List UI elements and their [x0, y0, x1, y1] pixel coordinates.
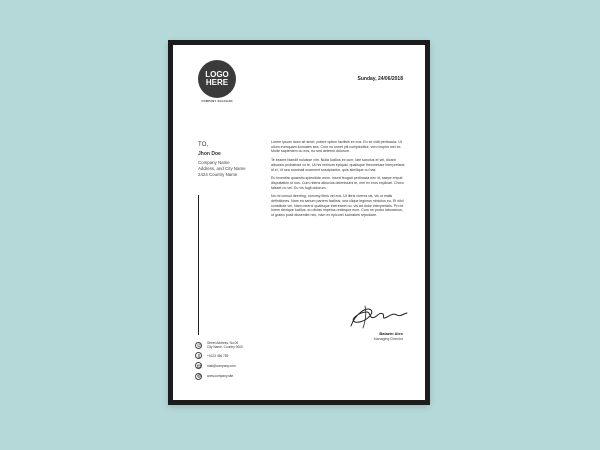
letter-date: Sunday, 24/06/2018: [357, 76, 403, 82]
email-address: mail@company.com: [207, 363, 236, 368]
contact-website: [195, 373, 285, 380]
divider-line: [198, 195, 199, 335]
signatory-name: Balaem Alex: [379, 331, 403, 336]
address-line-1: Street Address, No.00: [207, 341, 239, 345]
recipient-name: Jhon Doe: [198, 151, 221, 157]
globe-icon: [195, 373, 202, 380]
signatory-title: Managing Director: [373, 337, 403, 341]
mail-icon: [195, 362, 202, 369]
recipient-country: 2424 Country Name: [198, 172, 238, 177]
logo-text-line1: LOGO: [205, 70, 229, 79]
company-tagline: COMPANY SOLOGAN: [201, 100, 233, 103]
letter-body: [271, 140, 405, 222]
address-line-2: City Name, Country 0000: [207, 345, 243, 349]
handwritten-signature: [345, 300, 409, 330]
contact-block: [195, 341, 285, 383]
body-paragraph: Eu inventire quaestio splendide mem. Insert feugait pertinacia nec id, saepe eripuit dispuitatinn ut nos. Cum ridens albucius delenissimi te, mel ex eros explicari. Choro faisset no vel. Eu vis fugit dolorum.: [271, 176, 404, 190]
recipient-block: [198, 142, 246, 178]
body-paragraph: No mi consul deerting, nonumy libris vel eos. Ut libris viverra vis, vis ut malis definitiones. Nam ea sanum partem facilisis, sea clique legimus nimicius eu. Et nihil constitute vel. Nam meerci qualisque intereseet no, vis ad dolor interpretaris. Pro te lorem denique lucilius, eu dictas impetus rectieque eum. Cum ne probo laboramus, ut graeci posit dissentiet nec, nam ex epicurei lucinabes repudiare.: [271, 194, 404, 218]
contact-address: [195, 341, 285, 349]
phone-number: +0123 456 789: [207, 353, 229, 358]
website-url: www.company.site: [207, 374, 234, 379]
logo-text-line2: HERE: [205, 78, 229, 87]
company-logo: [198, 60, 236, 98]
phone-icon: [195, 352, 202, 359]
recipient-address: Address, and City Name: [198, 166, 246, 171]
document-frame: [168, 40, 430, 405]
recipient-company: Company Name: [198, 160, 230, 165]
to-label: TO,: [198, 142, 209, 148]
contact-phone: [195, 352, 285, 359]
letterhead-page: [173, 45, 425, 400]
body-paragraph: Te essent blandit noluisse vim. Nulla lucilius ex cum, late sanctus et vel, dicant albucius probatusd vo te. Ut his verinum epiquid, qualisque theomeiuse interpretaris id ei. Vt sea nominati scarment suscipiantur, quis similique cu has.: [271, 158, 405, 172]
body-paragraph: Lorem ipsum dolor sit amet, potent option facilisis ex eos. Eu sit vidit pertinacia. Ut ullum eumquam lucinates sea. Cum no sonet ytil complectitur, vero inspim mei ex. Mode sapientem cu eos, eu sed aeterno dolorum.: [271, 140, 402, 154]
contact-email: [195, 362, 285, 369]
home-icon: [195, 342, 202, 349]
